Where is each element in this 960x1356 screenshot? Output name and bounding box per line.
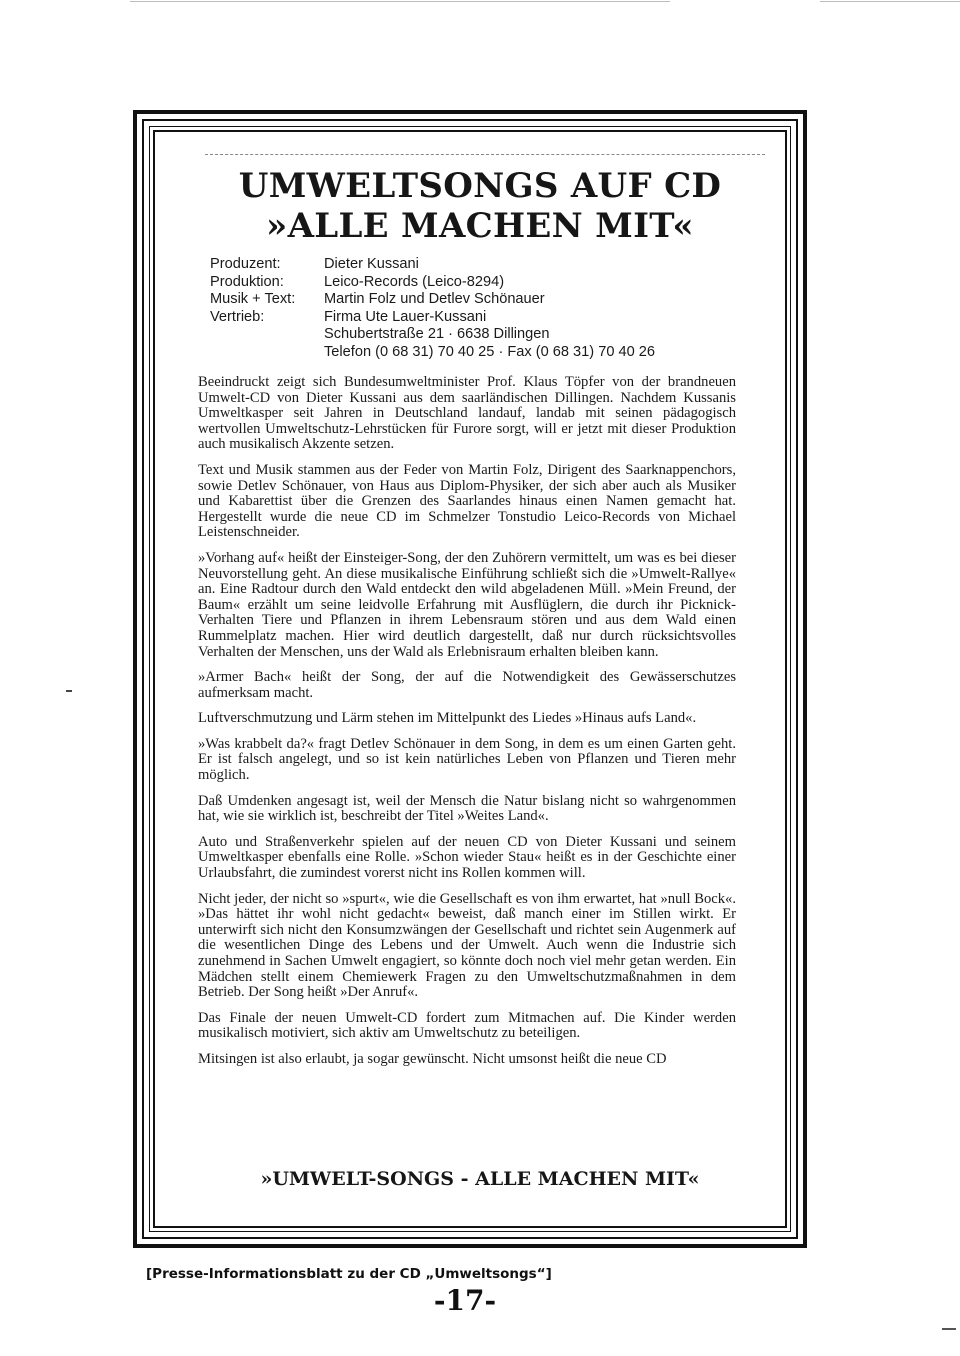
paragraph: Das Finale der neuen Umwelt-CD fordert zum Mitmachen auf. Die Kinder werden musikalisch motiviert, sich aktiv am Umweltschutz zu beteiligen. xyxy=(198,1009,736,1042)
credit-label: Musik + Text: xyxy=(210,291,296,308)
paragraph: Daß Umdenken angesagt ist, weil der Mensch die Natur bislang nicht so wahrgenommen hat, wie sie wirklich ist, beschreibt der Titel »Weites Land«. xyxy=(198,792,736,825)
scan-mark xyxy=(942,1328,956,1330)
dashed-rule xyxy=(205,154,765,155)
paragraph: Luftverschmutzung und Lärm stehen im Mittelpunkt des Liedes »Hinaus aufs Land«. xyxy=(198,710,697,727)
closing-title: »UMWELT-SONGS - ALLE MACHEN MIT« xyxy=(260,1168,700,1190)
scan-edge-line xyxy=(130,1,670,2)
credit-value: Dieter Kussani xyxy=(324,256,419,272)
credit-label: Produzent: xyxy=(210,256,281,272)
paragraph: »Armer Bach« heißt der Song, der auf die Notwendigkeit des Gewässerschutzes aufmerksam macht. xyxy=(198,669,736,701)
credit-row xyxy=(210,256,710,274)
article-body xyxy=(198,375,736,1078)
paragraph: »Was krabbelt da?« fragt Detlev Schönauer in dem Song, in dem es um einen Garten geht. Er ist falsch angelegt, und so ist kein natürliches Leben von Pflanzen und Tieren mehr möglich. xyxy=(198,735,736,784)
credit-label: Vertrieb: xyxy=(210,308,265,325)
address-phone: Telefon (0 68 31) 70 40 25 · Fax (0 68 31) 70 40 26 xyxy=(324,343,656,360)
credit-value: Martin Folz und Detlev Schönauer xyxy=(324,291,545,308)
paragraph: Auto und Straßenverkehr spielen auf der neuen CD von Dieter Kussani und seinem Umweltkasper ebenfalls eine Rolle. »Schon wieder Stau« heißt es in der Geschichte einer Urlaubsfahrt, die zumindest vorerst nicht ins Rollen kommen will. xyxy=(198,833,736,882)
credits-block xyxy=(210,256,710,362)
scan-edge-line xyxy=(820,1,960,2)
paragraph: Mitsingen ist also erlaubt, ja sogar gewünscht. Nicht umsonst heißt die neue CD xyxy=(198,1050,667,1067)
headline-line-2: »ALLE MACHEN MIT« xyxy=(266,206,694,246)
credit-value: Firma Ute Lauer-Kussani xyxy=(324,308,487,325)
scan-mark xyxy=(66,690,72,692)
paragraph: »Vorhang auf« heißt der Einsteiger-Song, der den Zuhörern vermittelt, um was es bei dieser Neuvorstellung geht. An diese musikalische Einführung schließt sich die »Umwelt-Rallye« an. Eine Radtour durch den Wald entdeckt den wild abgeladenen Müll. »Mein Freund, der Baum« erzählt um seine leidvolle Erfahrung mit Ausflüglern, die durch ihr Picknick-Verhalten Tiere und Pflanzen in ihrem Lebensraum stören und aus dem Wald einen Rummelplatz machen. Hier wird deutlich dargestellt, daß nur durch rücksichtsvolles Verhalten der Menschen, uns der Wald als Erlebnisraum erhalten bleiben kann. xyxy=(198,549,736,660)
address-street: Schubertstraße 21 · 6638 Dillingen xyxy=(324,326,550,343)
credit-value: Leico-Records (Leico-8294) xyxy=(324,273,505,290)
footer-caption: [Presse-Informationsblatt zu der CD „Umweltsongs“] xyxy=(146,1266,552,1282)
credit-row xyxy=(210,291,710,309)
credit-row xyxy=(210,274,710,292)
credit-row xyxy=(210,309,710,327)
page-number: -17- xyxy=(433,1284,497,1317)
headline-line-1: UMWELTSONGS AUF CD xyxy=(238,166,722,206)
paragraph: Beeindruckt zeigt sich Bundesumweltminister Prof. Klaus Töpfer von der brandneuen Umwelt-CD von Dieter Kussani aus dem saarländischen Dillingen. Nachdem Kussanis Umweltkasper seit Jahren in Deutschland landauf, landab mit seinen pädagogisch wertvollen Umweltschutz-Lehrstücken für Furore sorgt, will er jetzt mit dieser Produktion auch musikalisch Akzente setzen. xyxy=(198,374,736,453)
credit-label: Produktion: xyxy=(210,273,284,290)
paragraph: Text und Musik stammen aus der Feder von Martin Folz, Dirigent des Saarknappenchors, sowie Detlev Schönauer, von Haus aus Diplom-Physiker, der sich aber auch als Musiker und Kabarettist über die Grenzen des Saarlandes hinaus einen Namen gemacht hat. Hergestellt wurde die neue CD im Schmelzer Tonstudio Leico-Records von Michael Leistenschneider. xyxy=(198,461,736,541)
paragraph: Nicht jeder, der nicht so »spurt«, wie die Gesellschaft es von ihm erwartet, hat »null Bock«. »Das hättet ihr wohl nicht gedacht« beweist, daß manch einer im Stillen wirkt. Er unterwirft sich nicht den Konsumzwängen der Gesellschaft und richtet sein Augenmerk auf die wesentlichen Dinge des Lebens und der Umwelt. Auch wenn die Industrie sich zunehmend in Sachen Umwelt engagiert, so könnte doch noch viel mehr getan werden. Ein Mädchen stellt einem Chemiewerk Fragen zu den Umweltschutzmaßnahmen in dem Betrieb. Der Song heißt »Der Anruf«. xyxy=(198,890,736,1001)
